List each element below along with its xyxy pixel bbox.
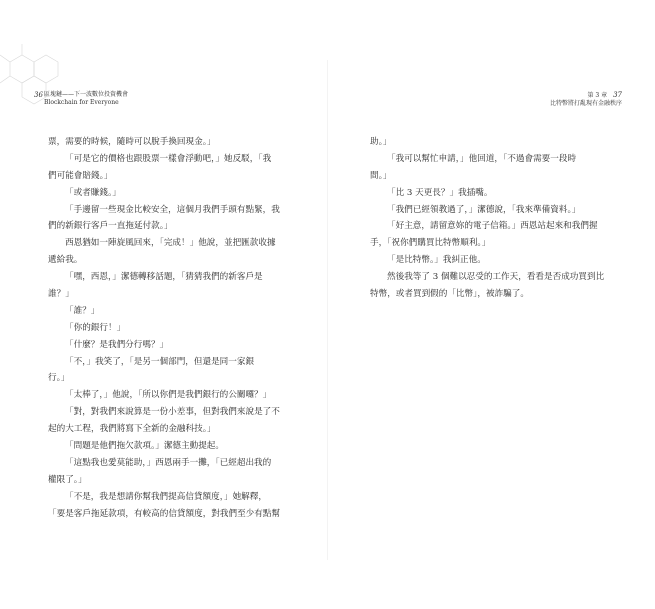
left-page-text-line: 們可能會賠錢。」 (48, 170, 113, 181)
left-page-text-line: 「不是，我是想請你幫我們提高信貸額度，」她解釋， (65, 491, 267, 502)
right-page-text-line: 手，「祝你們購買比特幣順利。」 (370, 238, 491, 249)
right-page-body (370, 134, 610, 303)
left-header-subtitle: Blockchain for Everyone (44, 99, 119, 106)
left-page-text-line: 行。」 (48, 373, 70, 384)
right-header-subtitle: 比特幣將打亂現有金融秩序 (549, 100, 622, 107)
left-page-text-line: 西恩猶如一陣旋風回來，「完成！」他說，並把匯款收據 (65, 238, 276, 249)
left-page-text-line: 遞給我。 (48, 255, 83, 266)
right-chapter-label: 第 3 章 (587, 92, 608, 99)
right-page-text-line: 「比 3 天更長？」我插嘴。 (387, 187, 493, 198)
left-header-title: 區塊鏈——下一波數位投資機會 (44, 91, 129, 98)
left-page-text-line: 起的大工程，我們將寫下全新的金融科技。」 (48, 424, 216, 435)
right-page-number: 37 (613, 91, 622, 99)
left-page-text-line: 「可是它的價格也跟股票一樣會浮動吧，」她反駁，「我 (65, 153, 272, 164)
left-page-text-line: 「手邊留一些現金比較安全，這個月我們手頭有點緊，我 (65, 204, 280, 215)
right-page-text-line: 「我們已經領教過了，」潔德說，「我來準備資料。」 (387, 204, 581, 215)
right-page-text-line: 助。」 (370, 137, 392, 147)
left-page-body (48, 134, 288, 522)
right-page-text-line: 間。」 (370, 170, 392, 181)
left-page-text-line: 「或者賺錢。」 (65, 187, 121, 198)
left-page-text-line: 「嘿，西恩，」潔德轉移話題，「猜猜我們的新客戶是 (65, 272, 263, 283)
page-gutter (327, 60, 328, 560)
left-page-number: 36 (34, 91, 43, 99)
right-page-text-line: 然後我等了 3 個難以忍受的工作天，看看是否成功買到比 (387, 272, 605, 283)
left-page-text-line: 「什麼？是我們分行嗎？」 (65, 339, 169, 350)
left-page-text-line: 誰？」 (48, 289, 74, 300)
left-page-text-line: 「太棒了，」他說，「所以你們是我們銀行的公關囉？」 (65, 390, 272, 401)
left-page-text-line: 權限了。」 (48, 474, 87, 485)
left-page-text-line: 「對，對我們來說算是一份小差事，但對我們來說是了不 (65, 407, 280, 418)
left-page-text-line: 們的新銀行客戶一直拖延付款。」 (48, 221, 173, 232)
right-page-text-line: 「我可以幫忙申請，」他回道，「不過會需要一段時 (387, 153, 577, 164)
right-page-text-line: 「是比特幣。」我糾正他。 (387, 255, 486, 266)
right-running-header (550, 91, 622, 108)
right-page-text-line: 特幣，或者買到假的「比幣」，被詐騙了。 (370, 289, 529, 300)
left-page-text-line: 「你的銀行！」 (65, 322, 126, 333)
left-page-text-line: 「這點我也愛莫能助，」西恩兩手一攤，「已經超出我的 (65, 457, 272, 468)
left-page-text-line: 票，需要的時候，隨時可以脫手換回現金。」 (48, 137, 216, 147)
left-page-text-line: 「誰？」 (65, 305, 100, 316)
left-page-text-line: 「不，」我笑了，「是另一個部門，但還是同一家銀 (65, 356, 255, 367)
left-page-text-line: 「問題是他們拖欠款項。」潔德主動提起。 (65, 441, 224, 452)
left-page-text-line: 「要是客戶拖延款項，有較高的信貸額度，對我們至少有點幫 (48, 508, 281, 519)
right-page-text-line: 「好主意，請留意妳的電子信箱。」西恩站起來和我們握 (387, 221, 598, 232)
